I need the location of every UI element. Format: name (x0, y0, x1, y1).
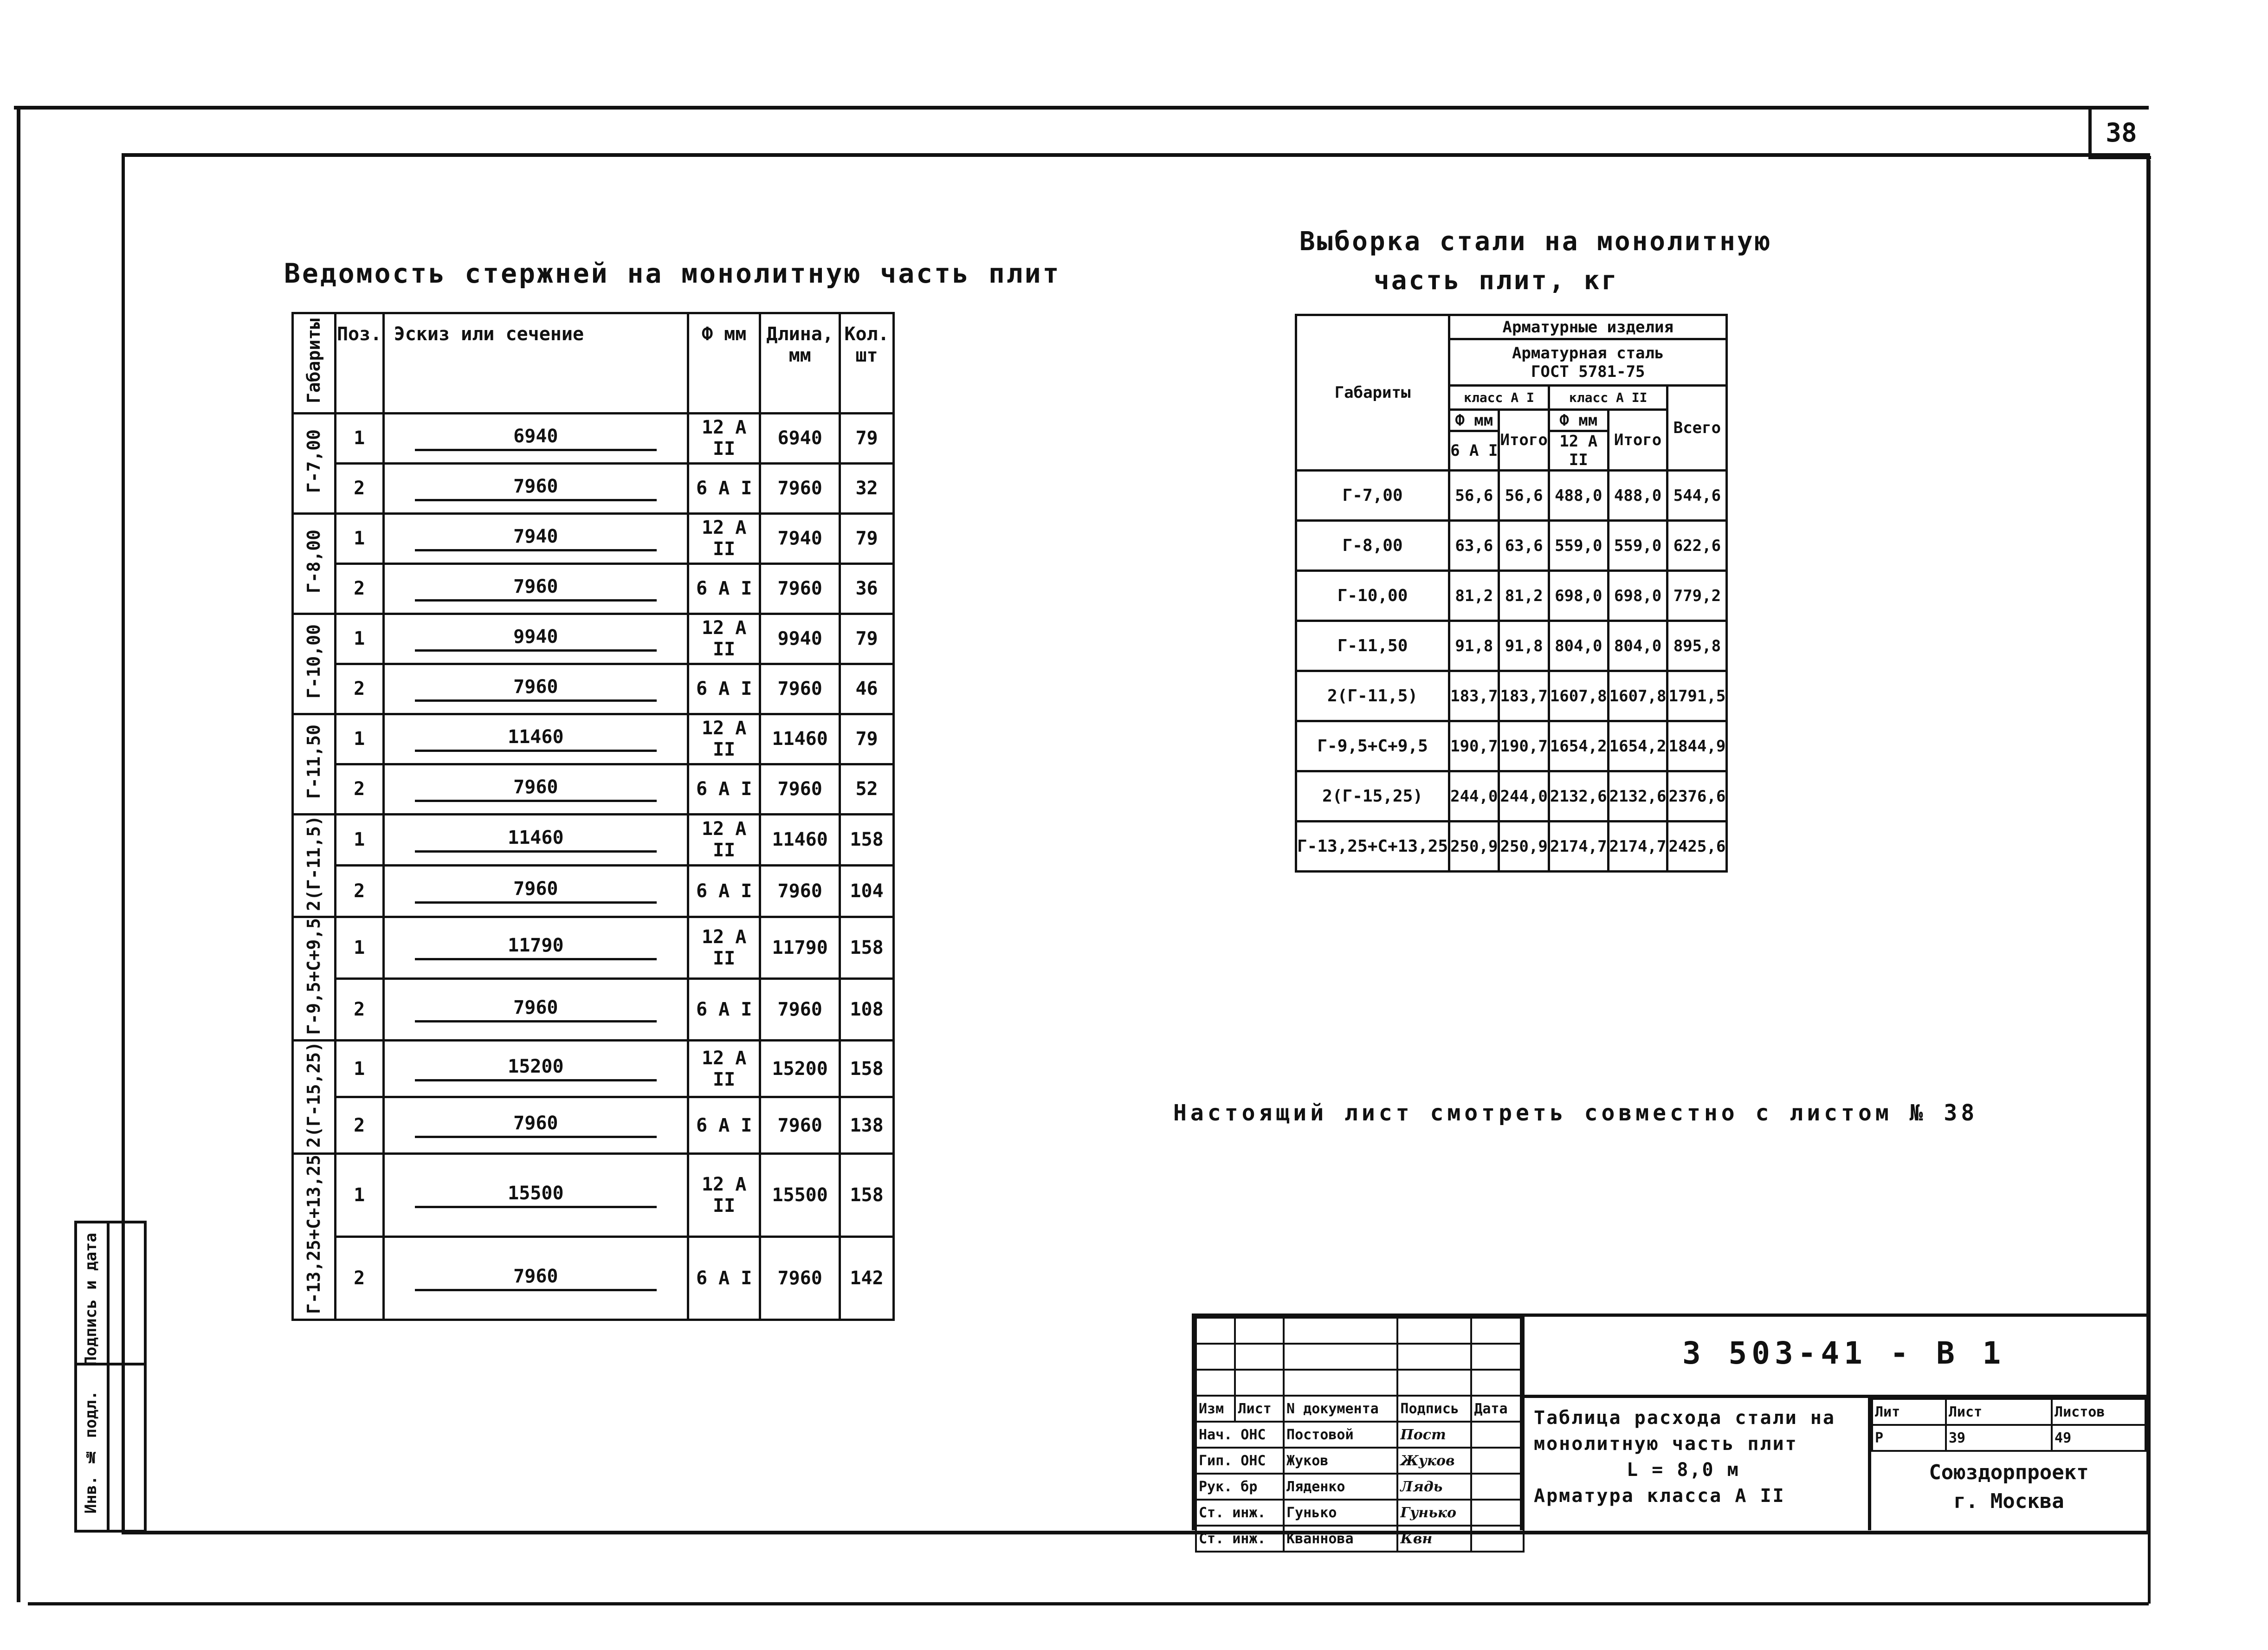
h-itogo-a1: Итого (1499, 410, 1549, 471)
h-vsego: Всего (1667, 386, 1727, 471)
mass-cell: 1607,8 (1608, 671, 1667, 721)
rod-sketch-length: 9940 (415, 626, 657, 652)
rod-sketch-length: 11790 (415, 935, 657, 960)
diameter-cell: 12 А II (688, 1041, 760, 1097)
gabarit-cell: Г-7,00 (1296, 471, 1449, 521)
mass-cell: 544,6 (1667, 471, 1727, 521)
mass-cell: 250,9 (1499, 822, 1549, 872)
rod-sketch-length: 6940 (415, 426, 657, 451)
group-label: Г-7,00 (304, 429, 324, 493)
sketch-cell (383, 1154, 688, 1237)
rod-sketch-length: 15200 (415, 1056, 657, 1081)
mass-cell: 81,2 (1449, 571, 1499, 621)
mass-cell: 779,2 (1667, 571, 1727, 621)
diameter-cell: 6 А I (688, 1097, 760, 1154)
staff-name: Гунько (1284, 1500, 1397, 1526)
mass-cell: 81,2 (1499, 571, 1549, 621)
rod-sketch-length: 7960 (415, 776, 657, 802)
qty-cell: 104 (840, 866, 894, 917)
diameter-cell: 6 А I (688, 1237, 760, 1320)
table-row (293, 413, 894, 463)
sketch-cell (383, 917, 688, 978)
mass-cell: 804,0 (1549, 621, 1608, 671)
h-itogo-a2: Итого (1608, 410, 1667, 471)
tb-header-date: Дата (1471, 1396, 1524, 1422)
mass-cell: 622,6 (1667, 521, 1727, 571)
mass-cell: 63,6 (1499, 521, 1549, 571)
h-12a2: 12 А II (1549, 431, 1608, 471)
sheet-note: Настоящий лист смотреть совместно с листом № 38 (1173, 1100, 1978, 1126)
sheet-top-border (14, 106, 2149, 110)
gabarit-cell: 2(Г-15,25) (1296, 771, 1449, 822)
h-6a1: 6 А I (1449, 431, 1499, 471)
diameter-cell: 6 А I (688, 463, 760, 513)
rod-sketch-length: 7960 (415, 476, 657, 501)
length-cell: 7960 (760, 463, 840, 513)
stage-label-lit: Лит (1872, 1399, 1946, 1425)
table-header-row (293, 313, 894, 414)
table-row (293, 714, 894, 764)
organization-city: г. Москва (1953, 1489, 2064, 1513)
staff-date (1471, 1500, 1524, 1526)
doc-title-line1: Таблица расхода стали на (1534, 1407, 1835, 1429)
table-row (1296, 621, 1727, 671)
table-row (1296, 771, 1727, 822)
table-row (293, 917, 894, 978)
length-cell: 7960 (760, 664, 840, 714)
diameter-cell: 6 А I (688, 866, 760, 917)
length-cell: 7960 (760, 1097, 840, 1154)
mass-cell: 63,6 (1449, 521, 1499, 571)
mass-cell: 244,0 (1499, 771, 1549, 822)
staff-signature: Жуков (1397, 1448, 1471, 1474)
gabarit-cell: 2(Г-11,5) (1296, 671, 1449, 721)
right-table-title-line2: часть плит, кг (1374, 265, 1619, 296)
mass-cell: 1791,5 (1667, 671, 1727, 721)
rod-sketch-length: 15500 (415, 1183, 657, 1208)
table-row (293, 614, 894, 664)
table-row (1296, 822, 1727, 872)
qty-cell: 46 (840, 664, 894, 714)
header-sketch: Эскиз или сечение (383, 313, 688, 414)
header-qty: Кол. шт (840, 313, 894, 414)
rod-sketch-length: 11460 (415, 827, 657, 853)
staff-row (1196, 1500, 1524, 1526)
tb-header-ndoc: N документа (1284, 1396, 1397, 1422)
mass-cell: 56,6 (1499, 471, 1549, 521)
group-label: Г-9,5+С+9,5 (304, 918, 324, 1035)
diameter-cell: 6 А I (688, 664, 760, 714)
staff-date (1471, 1474, 1524, 1500)
group-label: Г-13,25+С+13,25 (304, 1155, 324, 1314)
staff-row (1196, 1526, 1524, 1552)
table-row (293, 764, 894, 814)
mass-cell: 2174,7 (1549, 822, 1608, 872)
table-row (293, 1154, 894, 1237)
gabarit-cell: Г-9,5+С+9,5 (1296, 721, 1449, 771)
pos-cell: 1 (335, 1041, 383, 1097)
staff-signature: Лядь (1397, 1474, 1471, 1500)
table-row (1296, 471, 1727, 521)
pos-cell: 2 (335, 463, 383, 513)
staff-role: Гип. ОНС (1196, 1448, 1284, 1474)
sketch-cell (383, 614, 688, 664)
title-block (1192, 1314, 2146, 1547)
sketch-cell (383, 1097, 688, 1154)
qty-cell: 79 (840, 513, 894, 563)
sketch-cell (383, 764, 688, 814)
doc-title-line2: монолитную часть плит (1534, 1433, 1798, 1455)
pos-cell: 2 (335, 1237, 383, 1320)
table-row (293, 979, 894, 1041)
length-cell: 11460 (760, 714, 840, 764)
rod-sketch-length: 7960 (415, 676, 657, 702)
rod-sketch-length: 7960 (415, 1113, 657, 1138)
tb-header-list: Лист (1235, 1396, 1284, 1422)
pos-cell: 1 (335, 413, 383, 463)
length-cell: 7960 (760, 866, 840, 917)
mass-cell: 1654,2 (1549, 721, 1608, 771)
pos-cell: 1 (335, 714, 383, 764)
mass-cell: 2425,6 (1667, 822, 1727, 872)
pos-cell: 1 (335, 917, 383, 978)
sketch-cell (383, 714, 688, 764)
stage-label-list: Лист (1946, 1399, 2052, 1425)
length-cell: 11790 (760, 917, 840, 978)
staff-role: Ст. инж. (1196, 1500, 1284, 1526)
left-stamp (74, 1221, 147, 1533)
mass-cell: 56,6 (1449, 471, 1499, 521)
mass-cell: 91,8 (1499, 621, 1549, 671)
table-row (293, 1041, 894, 1097)
group-label: Г-8,00 (304, 529, 324, 593)
qty-cell: 158 (840, 814, 894, 865)
table-row (293, 463, 894, 513)
sketch-cell (383, 866, 688, 917)
mass-cell: 488,0 (1608, 471, 1667, 521)
staff-signature: Квн (1397, 1526, 1471, 1552)
staff-row (1196, 1422, 1524, 1448)
document-code: 3 503-41 - В 1 (1682, 1335, 2006, 1371)
staff-name: Жуков (1284, 1448, 1397, 1474)
title-block-signatures (1195, 1317, 1525, 1553)
mass-cell: 895,8 (1667, 621, 1727, 671)
staff-role: Нач. ОНС (1196, 1422, 1284, 1448)
pos-cell: 1 (335, 814, 383, 865)
doc-title-line4: Арматура класса А II (1534, 1485, 1785, 1507)
gabarit-cell: Г-11,50 (1296, 621, 1449, 671)
pos-cell: 2 (335, 1097, 383, 1154)
gabarit-cell: Г-8,00 (1296, 521, 1449, 571)
sketch-cell (383, 979, 688, 1041)
header-diameter: Ф мм (688, 313, 760, 414)
drawing-frame-right-edge (2148, 160, 2151, 1604)
stage-value-lit: Р (1872, 1425, 1946, 1451)
table-row (293, 866, 894, 917)
qty-cell: 79 (840, 714, 894, 764)
rod-sketch-length: 7960 (415, 997, 657, 1022)
table-row (293, 1237, 894, 1320)
header-pos: Поз. (335, 313, 383, 414)
length-cell: 15200 (760, 1041, 840, 1097)
staff-role: Рук. бр (1196, 1474, 1284, 1500)
h-class-a2: класс А II (1549, 386, 1667, 410)
group-label: Г-11,50 (304, 725, 324, 799)
mass-cell: 559,0 (1608, 521, 1667, 571)
mass-cell: 2132,6 (1608, 771, 1667, 822)
stage-value-listov: 49 (2052, 1425, 2145, 1451)
page-number: 38 (2088, 110, 2151, 159)
left-table-title: Ведомость стержней на монолитную часть плит (284, 258, 1061, 289)
diameter-cell: 12 А II (688, 614, 760, 664)
gabarit-cell: Г-10,00 (1296, 571, 1449, 621)
stamp-label-signature-date: Подпись и дата (82, 1233, 100, 1366)
sheet-left-border (17, 110, 20, 1602)
organization-name: Союздорпроект (1929, 1461, 2089, 1484)
qty-cell: 79 (840, 614, 894, 664)
table-row (293, 664, 894, 714)
group-label: 2(Г-11,5) (304, 815, 324, 911)
pos-cell: 2 (335, 764, 383, 814)
rods-schedule-table (291, 312, 895, 1321)
staff-role: Ст. инж. (1196, 1526, 1284, 1552)
h-class-a1: класс А I (1449, 386, 1549, 410)
staff-name: Кваннова (1284, 1526, 1397, 1552)
length-cell: 7960 (760, 1237, 840, 1320)
mass-cell: 804,0 (1608, 621, 1667, 671)
mass-cell: 698,0 (1608, 571, 1667, 621)
sheet-bottom-border (28, 1602, 2149, 1605)
mass-cell: 244,0 (1449, 771, 1499, 822)
stamp-label-inventory-no: Инв. № подл. (82, 1391, 100, 1514)
table-row (1296, 571, 1727, 621)
h-armatur-stal: Арматурная сталь (1512, 343, 1664, 362)
group-label: 2(Г-15,25) (304, 1042, 324, 1148)
sketch-cell (383, 1041, 688, 1097)
rod-sketch-length: 7960 (415, 1266, 657, 1291)
staff-date (1471, 1422, 1524, 1448)
pos-cell: 1 (335, 614, 383, 664)
mass-cell: 190,7 (1449, 721, 1499, 771)
diameter-cell: 6 А I (688, 979, 760, 1041)
mass-cell: 2174,7 (1608, 822, 1667, 872)
mass-cell: 1607,8 (1549, 671, 1608, 721)
mass-cell: 2376,6 (1667, 771, 1727, 822)
steel-selection-table (1295, 314, 1728, 873)
qty-cell: 52 (840, 764, 894, 814)
h-gabarity: Габариты (1296, 315, 1449, 471)
diameter-cell: 12 А II (688, 513, 760, 563)
table-row (1296, 721, 1727, 771)
qty-cell: 138 (840, 1097, 894, 1154)
doc-title-line3: L = 8,0 м (1627, 1459, 1740, 1481)
staff-row (1196, 1448, 1524, 1474)
sketch-cell (383, 814, 688, 865)
mass-cell: 559,0 (1549, 521, 1608, 571)
staff-signature: Пост (1397, 1422, 1471, 1448)
table-row (293, 563, 894, 614)
stage-label-listov: Листов (2052, 1399, 2145, 1425)
table-row (1296, 521, 1727, 571)
sketch-cell (383, 664, 688, 714)
diameter-cell: 12 А II (688, 917, 760, 978)
gabarit-cell: Г-13,25+С+13,25 (1296, 822, 1449, 872)
sketch-cell (383, 513, 688, 563)
qty-cell: 158 (840, 1041, 894, 1097)
mass-cell: 91,8 (1449, 621, 1499, 671)
mass-cell: 488,0 (1549, 471, 1608, 521)
pos-cell: 2 (335, 979, 383, 1041)
rod-sketch-length: 11460 (415, 726, 657, 752)
length-cell: 6940 (760, 413, 840, 463)
staff-signature: Гунько (1397, 1500, 1471, 1526)
table-row (1296, 671, 1727, 721)
tb-header-izm: Изм (1196, 1396, 1235, 1422)
sketch-cell (383, 563, 688, 614)
sketch-cell (383, 463, 688, 513)
length-cell: 7940 (760, 513, 840, 563)
qty-cell: 108 (840, 979, 894, 1041)
pos-cell: 2 (335, 866, 383, 917)
group-label: Г-10,00 (304, 624, 324, 699)
stage-table (1871, 1398, 2146, 1452)
qty-cell: 142 (840, 1237, 894, 1320)
pos-cell: 2 (335, 563, 383, 614)
sketch-cell (383, 413, 688, 463)
staff-date (1471, 1448, 1524, 1474)
qty-cell: 158 (840, 1154, 894, 1237)
pos-cell: 1 (335, 1154, 383, 1237)
h-fmm-a2: Ф мм (1549, 410, 1608, 431)
diameter-cell: 6 А I (688, 764, 760, 814)
sketch-cell (383, 1237, 688, 1320)
staff-date (1471, 1526, 1524, 1552)
h-gost: ГОСТ 5781-75 (1531, 362, 1645, 381)
diameter-cell: 12 А II (688, 714, 760, 764)
diameter-cell: 12 А II (688, 814, 760, 865)
mass-cell: 1844,9 (1667, 721, 1727, 771)
staff-name: Ляденко (1284, 1474, 1397, 1500)
qty-cell: 36 (840, 563, 894, 614)
mass-cell: 183,7 (1499, 671, 1549, 721)
h-armatur-izdeliya: Арматурные изделия (1449, 315, 1727, 339)
length-cell: 9940 (760, 614, 840, 664)
stage-value-list: 39 (1946, 1425, 2052, 1451)
diameter-cell: 12 А II (688, 1154, 760, 1237)
h-fmm-a1: Ф мм (1449, 410, 1499, 431)
qty-cell: 32 (840, 463, 894, 513)
length-cell: 7960 (760, 979, 840, 1041)
table-row (293, 513, 894, 563)
qty-cell: 79 (840, 413, 894, 463)
mass-cell: 698,0 (1549, 571, 1608, 621)
diameter-cell: 12 А II (688, 413, 760, 463)
length-cell: 7960 (760, 563, 840, 614)
length-cell: 11460 (760, 814, 840, 865)
mass-cell: 190,7 (1499, 721, 1549, 771)
rod-sketch-length: 7960 (415, 576, 657, 602)
mass-cell: 1654,2 (1608, 721, 1667, 771)
mass-cell: 183,7 (1449, 671, 1499, 721)
mass-cell: 250,9 (1449, 822, 1499, 872)
diameter-cell: 6 А I (688, 563, 760, 614)
length-cell: 15500 (760, 1154, 840, 1237)
mass-cell: 2132,6 (1549, 771, 1608, 822)
table-row (293, 1097, 894, 1154)
length-cell: 7960 (760, 764, 840, 814)
pos-cell: 2 (335, 664, 383, 714)
header-length: Длина, мм (760, 313, 840, 414)
qty-cell: 158 (840, 917, 894, 978)
tb-header-signature: Подпись (1397, 1396, 1471, 1422)
staff-name: Постовой (1284, 1422, 1397, 1448)
right-table-title-line1: Выборка стали на монолитную (1299, 226, 1772, 257)
table-row (293, 814, 894, 865)
pos-cell: 1 (335, 513, 383, 563)
staff-row (1196, 1474, 1524, 1500)
rod-sketch-length: 7960 (415, 878, 657, 904)
rod-sketch-length: 7940 (415, 526, 657, 551)
header-gabarity: Габариты (304, 318, 324, 403)
